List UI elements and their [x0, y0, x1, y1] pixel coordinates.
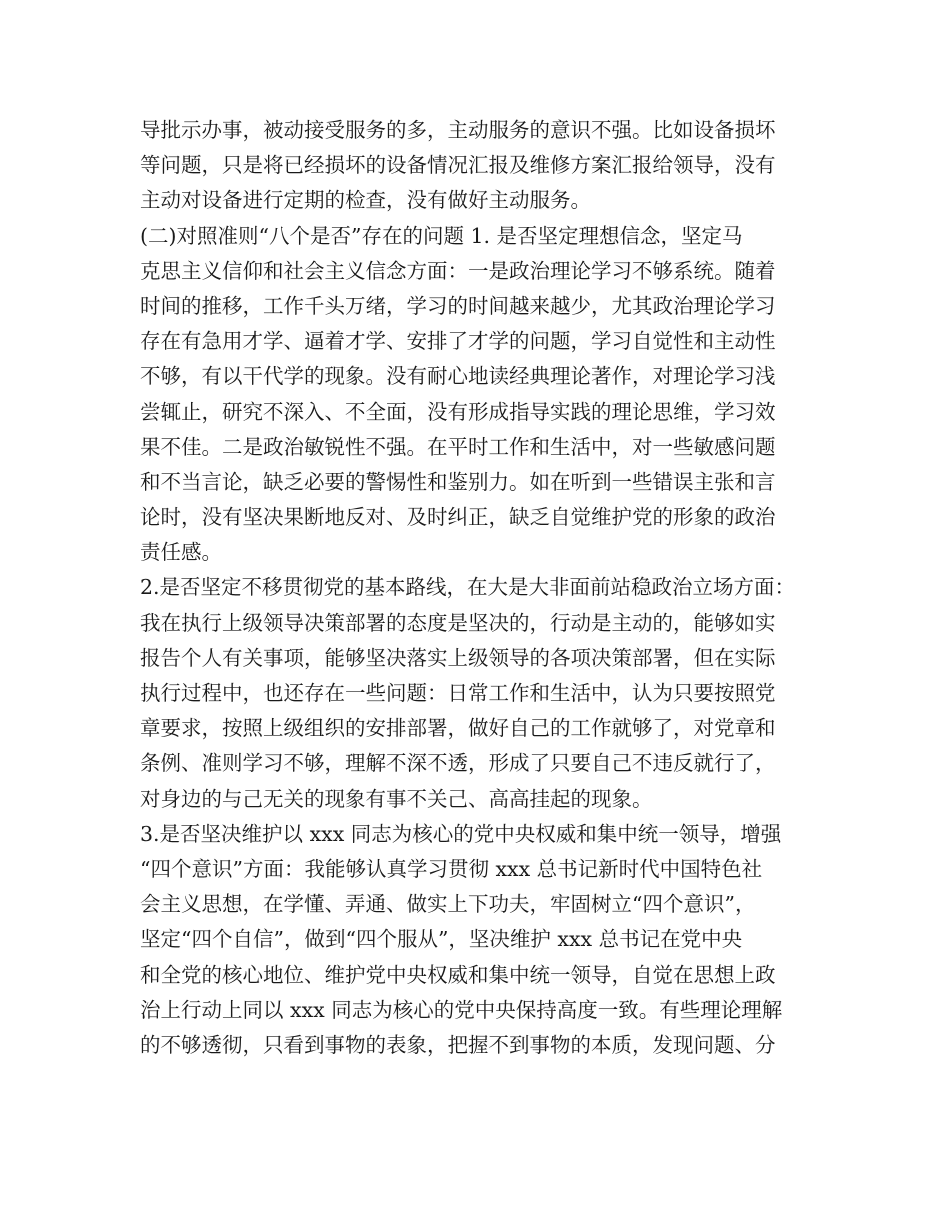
text-line: 论时，没有坚决果断地反对、及时纠正，缺乏自觉维护党的形象的政治: [140, 505, 776, 530]
text-line: 尝辄止，研究不深入、不全面，没有形成指导实践的理论思维，学习效: [140, 399, 776, 424]
text-line: 坚定“四个自信”，做到“四个服从”，坚决维护 xxx 总书记在党中央: [140, 927, 743, 952]
text-line: “四个意识”方面：我能够认真学习贯彻 xxx 总书记新时代中国特色社: [140, 856, 763, 881]
text-line: 条例、准则学习不够，理解不深不透，形成了只要自己不违反就行了，: [140, 751, 776, 776]
text-line: 等问题，只是将已经损坏的设备情况汇报及维修方案汇报给领导，没有: [140, 153, 776, 178]
text-line: 和不当言论，缺乏必要的警惕性和鉴别力。如在听到一些错误主张和言: [140, 469, 776, 494]
text-line: (二)对照准则“八个是否”存在的问题 1. 是否坚定理想信念，坚定马: [140, 223, 743, 248]
text-line: 果不佳。二是政治敏锐性不强。在平时工作和生活中，对一些敏感问题: [140, 434, 776, 459]
text-line: 会主义思想，在学懂、弄通、做实上下功夫，牢固树立“四个意识”，: [140, 892, 756, 917]
text-line: 主动对设备进行定期的检查，没有做好主动服务。: [140, 188, 591, 213]
text-line: 我在执行上级领导决策部署的态度是坚决的，行动是主动的，能够如实: [140, 610, 776, 635]
text-line: 治上行动上同以 xxx 同志为核心的党中央保持高度一致。有些理论理解: [140, 997, 783, 1022]
text-line: 对身边的与己无关的现象有事不关己、高高挂起的现象。: [140, 786, 653, 811]
body-text: [140, 113, 830, 1063]
text-line: 不够，有以干代学的现象。没有耐心地读经典理论著作，对理论学习浅: [140, 364, 776, 389]
text-line: 报告个人有关事项，能够坚决落实上级领导的各项决策部署，但在实际: [140, 645, 776, 670]
text-line: 导批示办事，被动接受服务的多，主动服务的意识不强。比如设备损坏: [140, 118, 776, 142]
text-line: 的不够透彻，只看到事物的表象，把握不到事物的本质，发现问题、分: [140, 1032, 776, 1057]
text-line: 3.是否坚决维护以 xxx 同志为核心的党中央权威和集中统一领导，增强: [140, 821, 782, 846]
text-line: 时间的推移，工作千头万绪，学习的时间越来越少，尤其政治理论学习: [140, 293, 776, 318]
text-line: 责任感。: [140, 540, 222, 565]
text-line: 克思主义信仰和社会主义信念方面：一是政治理论学习不够系统。随着: [140, 258, 776, 283]
text-line: 和全党的核心地位、维护党中央权威和集中统一领导，自觉在思想上政: [140, 962, 776, 987]
text-line: 章要求，按照上级组织的安排部署，做好自己的工作就够了，对党章和: [140, 716, 776, 741]
text-line: 执行过程中，也还存在一些问题：日常工作和生活中，认为只要按照党: [140, 681, 776, 705]
text-line: 2.是否坚定不移贯彻党的基本路线，在大是大非面前站稳政治立场方面：: [140, 575, 796, 600]
text-line: 存在有急用才学、逼着才学、安排了才学的问题，学习自觉性和主动性: [140, 329, 776, 354]
